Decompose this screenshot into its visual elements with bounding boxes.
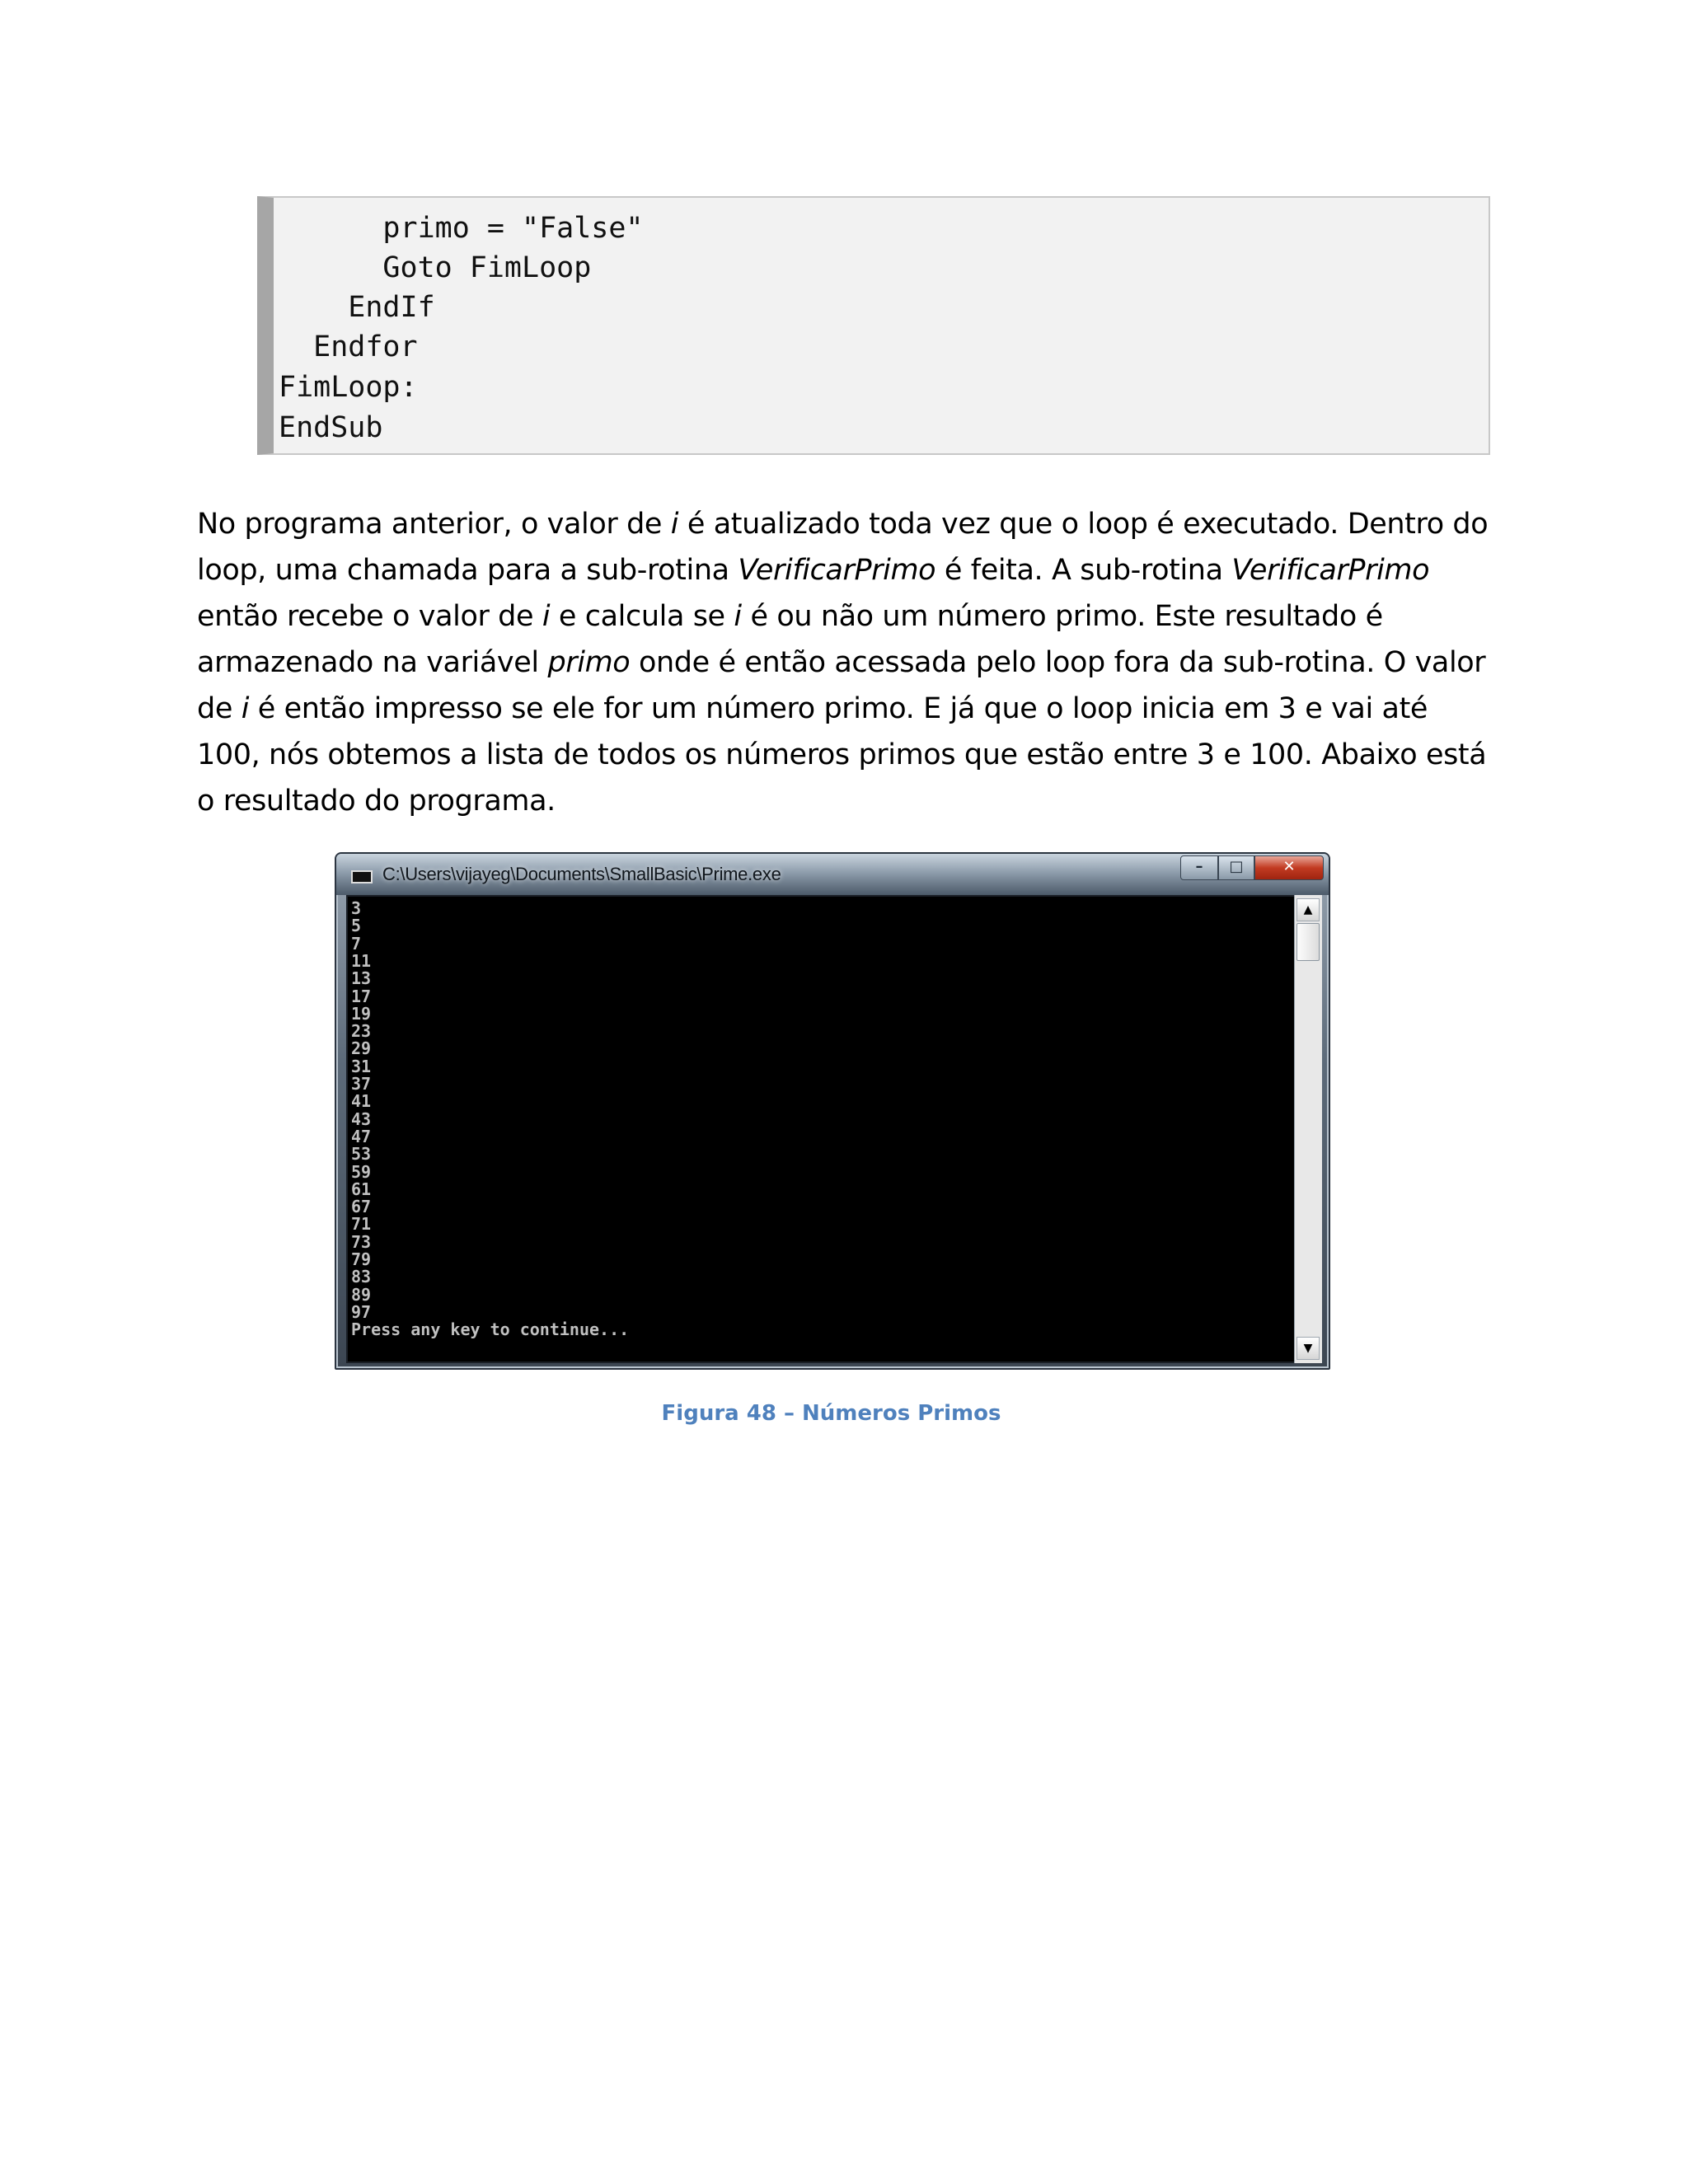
vertical-scrollbar[interactable] <box>1294 895 1322 1363</box>
console-line: 73 <box>351 1231 372 1252</box>
paragraph-text: e calcula se <box>550 600 734 633</box>
console-line: 89 <box>351 1284 372 1305</box>
console-line: 23 <box>351 1021 372 1042</box>
scroll-thumb[interactable] <box>1296 923 1320 961</box>
console-line: 41 <box>351 1091 372 1112</box>
console-line: 59 <box>351 1161 372 1182</box>
close-button[interactable]: ✕ <box>1254 855 1324 880</box>
italic-term: VerificarPrimo <box>738 554 936 587</box>
italic-term: i <box>734 600 742 633</box>
console-line: 71 <box>351 1214 372 1235</box>
console-line: 61 <box>351 1179 372 1199</box>
console-line: 29 <box>351 1038 372 1059</box>
paragraph-text: No programa anterior, o valor de <box>197 508 671 541</box>
console-line: 47 <box>351 1126 372 1146</box>
italic-term: VerificarPrimo <box>1231 554 1430 587</box>
code-line: EndIf <box>279 291 435 324</box>
minimize-button[interactable]: – <box>1180 855 1218 880</box>
paragraph-text: onde é então acessada pelo loop fora da sub-rotina. O valor de <box>197 646 1486 725</box>
console-line: 67 <box>351 1197 372 1217</box>
code-line: primo = "False" <box>279 212 644 245</box>
console-output[interactable] <box>346 895 1304 1363</box>
scroll-down-arrow-icon[interactable]: ▼ <box>1296 1337 1320 1360</box>
maximize-button[interactable]: □ <box>1218 855 1254 880</box>
italic-term: i <box>241 692 250 725</box>
italic-term: primo <box>547 646 631 679</box>
code-line: FimLoop: <box>279 371 418 404</box>
console-line: 11 <box>351 950 372 971</box>
console-line: 13 <box>351 968 372 989</box>
paragraph-text: é feita. A sub-rotina <box>935 554 1232 587</box>
console-line: 83 <box>351 1267 372 1287</box>
console-line: 79 <box>351 1249 372 1269</box>
title-bar[interactable] <box>336 854 1329 895</box>
code-line: Goto FimLoop <box>279 251 592 284</box>
console-line: 53 <box>351 1144 372 1165</box>
console-app-icon <box>351 870 373 883</box>
console-line: 97 <box>351 1301 372 1322</box>
console-line: 31 <box>351 1056 372 1076</box>
window-title: C:\Users\vijayeg\Documents\SmallBasic\Prime.exe <box>382 864 781 884</box>
italic-term: i <box>542 600 551 633</box>
console-line: 3 <box>351 898 362 918</box>
console-line: 7 <box>351 933 362 954</box>
scroll-up-arrow-icon[interactable]: ▲ <box>1296 898 1320 921</box>
console-line: 19 <box>351 1003 372 1024</box>
code-block <box>257 196 1490 455</box>
paragraph-text: é atualizado toda vez que o loop é executado. Dentro do loop, uma chamada para a sub-rotina <box>197 508 1489 587</box>
code-line: EndSub <box>279 411 383 444</box>
console-line: 17 <box>351 986 372 1006</box>
console-line: Press any key to continue... <box>351 1319 630 1340</box>
paragraph-text: então recebe o valor de <box>197 600 542 633</box>
paragraph-text: é então impresso se ele for um número primo. E já que o loop inicia em 3 e vai até 100, nós obtemos a lista de todos os números primos que estão entre 3 e 100. Abaixo está o resultado do programa. <box>197 692 1487 818</box>
console-line: 43 <box>351 1108 372 1129</box>
paragraph-text: é ou não um número primo. Este resultado é armazenado na variável <box>197 600 1383 679</box>
console-line: 5 <box>351 916 362 936</box>
figure-caption: Figura 48 – Números Primos <box>661 1401 1001 1426</box>
console-window <box>335 852 1330 1370</box>
console-line: 37 <box>351 1074 372 1094</box>
body-paragraph <box>197 501 1499 824</box>
italic-term: i <box>670 508 679 541</box>
code-line: Endfor <box>279 330 418 363</box>
